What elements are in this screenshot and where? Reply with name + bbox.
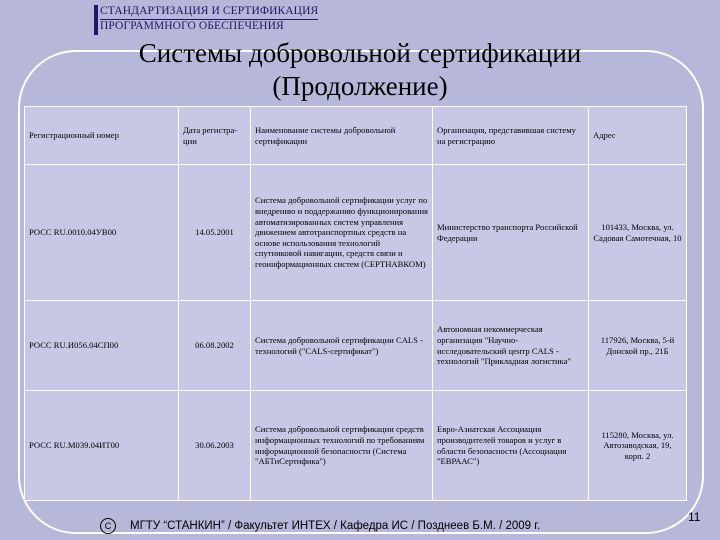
cell-system-name: Система добровольной сертификации средств информационных технологий по требованиям информационной безопасности (Система "АБТиСертифика")	[251, 391, 433, 501]
header-address: Адрес	[589, 107, 687, 165]
page-number: 11	[688, 510, 701, 524]
copyright-icon: С	[100, 518, 116, 534]
cell-registration-date: 14.05.2001	[179, 165, 251, 301]
cell-organization: Министерство транспорта Российской Федерации	[433, 165, 589, 301]
slide-title-line2: (Продолжение)	[272, 71, 448, 101]
slide-footer	[100, 518, 660, 536]
course-header-line1: СТАНДАРТИЗАЦИЯ И СЕРТИФИКАЦИЯ	[100, 5, 318, 20]
table-row	[25, 301, 687, 391]
cell-registration-date: 06.08.2002	[179, 301, 251, 391]
cell-registration-number: РОСС RU.М039.04ИТ00	[25, 391, 179, 501]
header-system-name: Наименование системы добровольной сертификации	[251, 107, 433, 165]
cell-address: 117926, Москва, 5-й Донской пр., 21Б	[589, 301, 687, 391]
cell-organization: Евро-Азиатская Ассоциация производителей товаров и услуг в области безопасности (Ассоциация "ЕВРААС")	[433, 391, 589, 501]
certification-systems-table	[24, 106, 687, 501]
cell-organization: Автономная некоммерческая организация "Научно-исследовательский центр CALS - технологий "Прикладная логистика"	[433, 301, 589, 391]
table-header-row	[25, 107, 687, 165]
cell-registration-number: РОСС RU.0010.04УВ00	[25, 165, 179, 301]
table-row	[25, 165, 687, 301]
cell-address: 101433, Москва, ул. Садовая Самотечная, 10	[589, 165, 687, 301]
footer-text: МГТУ “СТАНКИН” / Факультет ИНТЕХ / Кафедра ИС / Позднеев Б.М. / 2009 г.	[130, 520, 541, 533]
cell-system-name: Система добровольной сертификации услуг по внедрению и поддержанию функционирования автоматизированных систем управления движением автотранспортных средств на основе использования технологий спутниковой навигации, средств связи и геоинформационных систем (СЕРТНАВКОМ)	[251, 165, 433, 301]
slide-title-line1: Системы добровольной сертификации	[138, 38, 582, 68]
header-rule	[94, 5, 98, 35]
header-registration-number: Регистрационный номер	[25, 107, 179, 165]
header-registration-date: Дата регистра-ции	[179, 107, 251, 165]
slide-title	[0, 37, 720, 103]
cell-registration-date: 30.06.2003	[179, 391, 251, 501]
course-header	[100, 5, 370, 35]
cell-address: 115280, Москва, ул. Автозаводская, 19, корп. 2	[589, 391, 687, 501]
header-organization: Организация, представившая систему на регистрацию	[433, 107, 589, 165]
cell-system-name: Система добровольной сертификации CALS - технологий ("CALS-сертификат")	[251, 301, 433, 391]
cell-registration-number: РОСС RU.И056.04СП00	[25, 301, 179, 391]
table-row	[25, 391, 687, 501]
course-header-line2: ПРОГРАММНОГО ОБЕСПЕЧЕНИЯ	[100, 20, 284, 32]
